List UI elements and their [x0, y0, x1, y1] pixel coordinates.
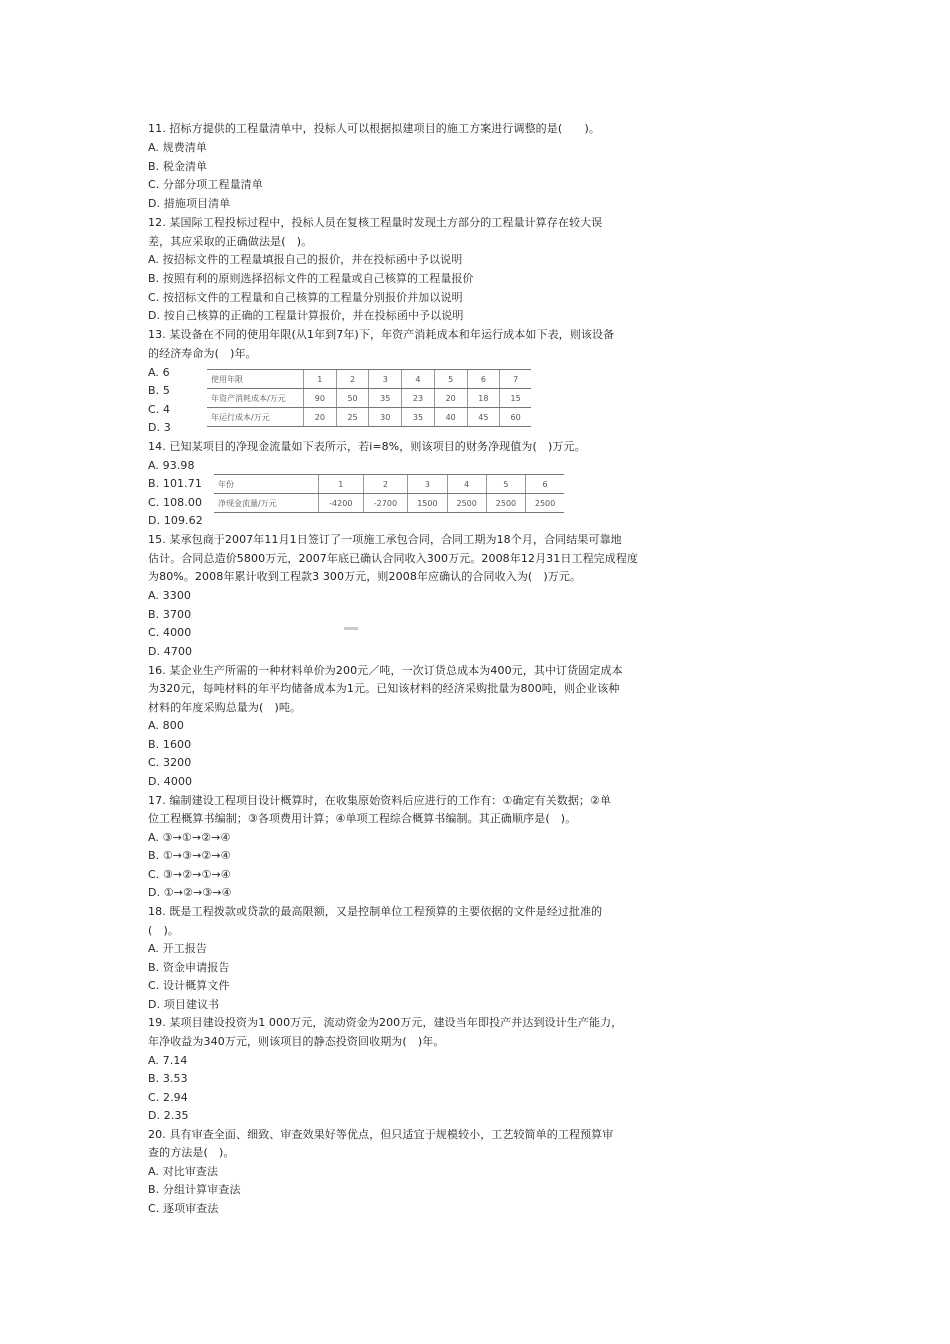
q13-option-d: D. 3 — [148, 421, 171, 434]
q19-option-b: B. 3.53 — [148, 1072, 188, 1085]
table-cell: 年资产消耗成本/万元 — [207, 389, 304, 408]
table-cell: 20 — [304, 408, 337, 427]
q18-option-a: A. 开工报告 — [148, 942, 208, 955]
q12-stem-line1: 12. 某国际工程投标过程中，投标人员在复核工程量时发现土方部分的工程量计算存在较大误 — [148, 216, 603, 229]
table-cell: 90 — [304, 389, 337, 408]
q19-stem-line1: 19. 某项目建设投资为1 000万元，流动资金为200万元，建设当年即投产并达到设计生产能力， — [148, 1016, 623, 1029]
table-cell: 4 — [402, 370, 435, 389]
q19-option-c: C. 2.94 — [148, 1091, 188, 1104]
q18-option-d: D. 项目建议书 — [148, 998, 220, 1011]
q17-option-d: D. ①→②→③→④ — [148, 886, 232, 899]
q14-option-c: C. 108.00 — [148, 496, 203, 509]
table-cell: 45 — [467, 408, 500, 427]
table-cell: 30 — [369, 408, 402, 427]
table-cell: 35 — [402, 408, 435, 427]
q20-stem-line1: 20. 具有审查全面、细致、审查效果好等优点，但只适宜于规模较小，工艺较简单的工程预算审 — [148, 1128, 614, 1141]
table-cell: 5 — [486, 475, 525, 494]
q11-option-c: C. 分部分项工程量清单 — [148, 178, 263, 191]
q18-stem-line1: 18. 既是工程拨款或贷款的最高限额，又是控制单位工程预算的主要依据的文件是经过批准的 — [148, 905, 603, 918]
q18-stem-line2: ( )。 — [148, 924, 179, 937]
table-cell: 年运行成本/万元 — [207, 408, 304, 427]
q14-option-b: B. 101.71 — [148, 477, 202, 490]
q18-option-c: C. 设计概算文件 — [148, 979, 230, 992]
q17-stem-line1: 17. 编制建设工程项目设计概算时，在收集原始资料后应进行的工作有：①确定有关数据；②单 — [148, 794, 612, 807]
table-row — [207, 370, 531, 389]
table-cell: 18 — [467, 389, 500, 408]
table-cell: 6 — [467, 370, 500, 389]
table-cell: 3 — [369, 370, 402, 389]
q17-option-a: A. ③→①→②→④ — [148, 831, 231, 844]
q15-option-c: C. 4000 — [148, 626, 192, 639]
q13-stem-line2: 的经济寿命为( )年。 — [148, 347, 257, 360]
table-cell: 20 — [434, 389, 467, 408]
table-cell: 2 — [363, 475, 408, 494]
q12-option-b: B. 按照有利的原则选择招标文件的工程量或自己核算的工程量报价 — [148, 272, 474, 285]
q17-option-b: B. ①→③→②→④ — [148, 849, 231, 862]
table-cell: 使用年限 — [207, 370, 304, 389]
q16-stem-line3: 材料的年度采购总量为( )吨。 — [148, 701, 302, 714]
table-cell: -4200 — [319, 494, 364, 513]
q15-option-b: B. 3700 — [148, 608, 192, 621]
table-cell: 6 — [526, 475, 564, 494]
table-cell: 7 — [500, 370, 531, 389]
q16-option-c: C. 3200 — [148, 756, 192, 769]
q19-option-a: A. 7.14 — [148, 1054, 188, 1067]
q19-stem-line2: 年净收益为340万元，则该项目的静态投资回收期为( )年。 — [148, 1035, 445, 1048]
q12-option-d: D. 按自己核算的正确的工程量计算报价，并在投标函中予以说明 — [148, 309, 464, 322]
q18-option-b: B. 资金申请报告 — [148, 961, 230, 974]
q11-stem: 11. 招标方提供的工程量清单中，投标人可以根据拟建项目的施工方案进行调整的是( )。 — [148, 122, 600, 135]
q16-option-a: A. 800 — [148, 719, 184, 732]
q13-option-c: C. 4 — [148, 403, 171, 416]
table-row — [207, 389, 531, 408]
q20-option-a: A. 对比审查法 — [148, 1165, 219, 1178]
table-cell: 1 — [304, 370, 337, 389]
table-cell: 15 — [500, 389, 531, 408]
table-cell: 3 — [408, 475, 447, 494]
q15-stem-line3: 为80%。2008年累计收到工程款3 300万元，则2008年应确认的合同收入为( )万元。 — [148, 570, 582, 583]
q13-option-b: B. 5 — [148, 384, 170, 397]
table-cell: 23 — [402, 389, 435, 408]
q16-stem-line2: 为320元，每吨材料的年平均储备成本为1元。已知该材料的经济采购批量为800吨，则企业该种 — [148, 682, 620, 695]
table-row — [214, 494, 564, 513]
table-cell: 1 — [319, 475, 364, 494]
table-cell: 年份 — [214, 475, 319, 494]
table-row — [207, 408, 531, 427]
table-cell: 净现金流量/万元 — [214, 494, 319, 513]
table-cell: 25 — [336, 408, 369, 427]
q13-option-a: A. 6 — [148, 366, 170, 379]
scan-smudge — [344, 627, 358, 630]
q15-option-a: A. 3300 — [148, 589, 192, 602]
q13-cost-table — [207, 369, 531, 427]
q15-stem-line1: 15. 某承包商于2007年11月1日签订了一项施工承包合同，合同工期为18个月，合同结果可靠地 — [148, 533, 622, 546]
q16-option-b: B. 1600 — [148, 738, 192, 751]
q19-option-d: D. 2.35 — [148, 1109, 189, 1122]
q20-option-b: B. 分组计算审查法 — [148, 1183, 241, 1196]
q15-stem-line2: 估计。合同总造价5800万元，2007年底已确认合同收入300万元。2008年12月31日工程完成程度 — [148, 552, 639, 565]
q15-option-d: D. 4700 — [148, 645, 193, 658]
q14-stem: 14. 已知某项目的净现金流量如下表所示，若i=8%，则该项目的财务净现值为( )万元。 — [148, 440, 586, 453]
table-cell: 2500 — [486, 494, 525, 513]
q12-option-a: A. 按招标文件的工程量填报自己的报价，并在投标函中予以说明 — [148, 253, 463, 266]
q11-option-a: A. 规费清单 — [148, 141, 208, 154]
table-cell: 2500 — [447, 494, 486, 513]
q11-option-d: D. 措施项目清单 — [148, 197, 231, 210]
q14-option-d: D. 109.62 — [148, 514, 203, 527]
table-row — [214, 475, 564, 494]
q13-stem-line1: 13. 某设备在不同的使用年限(从1年到7年)下，年资产消耗成本和年运行成本如下表，则该设备 — [148, 328, 615, 341]
q16-option-d: D. 4000 — [148, 775, 193, 788]
q12-stem-line2: 差，其应采取的正确做法是( )。 — [148, 235, 313, 248]
table-cell: 1500 — [408, 494, 447, 513]
q20-option-c: C. 逐项审查法 — [148, 1202, 219, 1215]
q16-stem-line1: 16. 某企业生产所需的一种材料单价为200元／吨，一次订货总成本为400元，其中订货固定成本 — [148, 664, 623, 677]
table-cell: 4 — [447, 475, 486, 494]
table-cell: 35 — [369, 389, 402, 408]
q17-stem-line2: 位工程概算书编制；③各项费用计算；④单项工程综合概算书编制。其正确顺序是( )。 — [148, 812, 577, 825]
q14-option-a: A. 93.98 — [148, 459, 195, 472]
table-cell: 2 — [336, 370, 369, 389]
q14-cashflow-table — [214, 474, 564, 513]
table-cell: 40 — [434, 408, 467, 427]
table-cell: -2700 — [363, 494, 408, 513]
table-cell: 5 — [434, 370, 467, 389]
table-cell: 2500 — [526, 494, 564, 513]
q17-option-c: C. ③→②→①→④ — [148, 868, 231, 881]
table-cell: 60 — [500, 408, 531, 427]
q11-option-b: B. 税金清单 — [148, 160, 208, 173]
q20-stem-line2: 查的方法是( )。 — [148, 1146, 235, 1159]
table-cell: 50 — [336, 389, 369, 408]
q12-option-c: C. 按招标文件的工程量和自己核算的工程量分别报价并加以说明 — [148, 291, 463, 304]
